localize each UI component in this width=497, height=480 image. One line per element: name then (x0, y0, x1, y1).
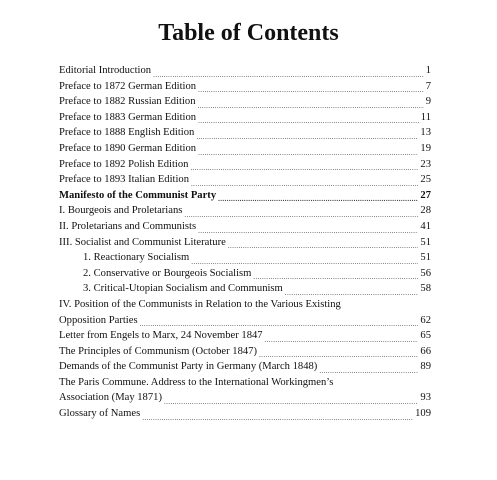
toc-entry-title-line2: Association (May 1871) (59, 392, 162, 404)
toc-entry-title-line2: Opposition Parties (59, 314, 138, 326)
dot-leader (198, 82, 424, 94)
toc-entry-preface-1883[interactable] (59, 110, 431, 126)
dot-leader (191, 254, 418, 266)
toc-page-number: 66 (420, 345, 431, 357)
toc-page-number: 41 (420, 220, 431, 232)
dot-leader (164, 394, 418, 406)
toc-entry-title: Preface to 1872 German Edition (59, 80, 197, 92)
dot-leader (191, 176, 418, 188)
toc-entry-title: Preface to 1888 English Edition (59, 127, 195, 139)
toc-page-number: 93 (420, 392, 431, 404)
toc-entry-title-line1: The Paris Commune. Address to the International Workingmen’s (59, 376, 334, 388)
dot-leader (153, 67, 424, 79)
toc-entry-socialist-literature[interactable] (59, 235, 431, 251)
toc-entry-critical-utopian-socialism[interactable] (59, 281, 431, 297)
toc-page-number: 7 (425, 80, 431, 92)
dot-leader (198, 145, 418, 157)
toc-entry-letter-engels-marx[interactable] (59, 328, 431, 344)
toc-entry-title: 2. Conservative or Bourgeois Socialism (83, 267, 252, 279)
toc-entry-principles-of-communism[interactable] (59, 344, 431, 360)
toc-page-number: 65 (420, 330, 431, 342)
toc-page-number: 28 (420, 205, 431, 217)
toc-entry-last-line (59, 313, 431, 329)
toc-entry-demands-communist-party[interactable] (59, 359, 431, 375)
toc-entry-position-of-communists[interactable] (59, 297, 431, 328)
toc-entry-preface-1888[interactable] (59, 125, 431, 141)
toc-entry-title: III. Socialist and Communist Literature (59, 236, 226, 248)
toc-page-number: 27 (420, 189, 431, 201)
table-of-contents (59, 63, 431, 422)
dot-leader (285, 285, 419, 297)
toc-entry-title: The Principles of Communism (October 1847) (59, 345, 258, 357)
toc-entry-bourgeois-proletarians[interactable] (59, 203, 431, 219)
toc-entry-title-line1: IV. Position of the Communists in Relation to the Various Existing (59, 298, 341, 310)
toc-entry-preface-1893[interactable] (59, 172, 431, 188)
dot-leader (218, 191, 418, 203)
page-title: Table of Contents (158, 20, 339, 46)
toc-page-number: 58 (420, 283, 431, 295)
toc-entry-paris-commune[interactable] (59, 375, 431, 406)
toc-page-number: 109 (415, 408, 431, 420)
toc-page-number: 51 (420, 252, 431, 264)
toc-entry-title: II. Proletarians and Communists (59, 220, 197, 232)
toc-entry-last-line (59, 390, 431, 406)
dot-leader (265, 332, 419, 344)
toc-entry-editorial-introduction[interactable] (59, 63, 431, 79)
toc-entry-title: Preface to 1893 Italian Edition (59, 174, 190, 186)
toc-entry-conservative-socialism[interactable] (59, 266, 431, 282)
dot-leader (198, 223, 418, 235)
dot-leader (259, 347, 418, 359)
toc-page-number: 62 (420, 314, 431, 326)
toc-entry-title: Preface to 1883 German Edition (59, 111, 197, 123)
toc-entry-title: 3. Critical-Utopian Socialism and Communism (83, 283, 283, 295)
dot-leader (198, 98, 424, 110)
toc-entry-preface-1872[interactable] (59, 79, 431, 95)
toc-page-number: 51 (420, 236, 431, 248)
toc-entry-preface-1890[interactable] (59, 141, 431, 157)
toc-page-number: 56 (420, 267, 431, 279)
toc-page-number: 89 (420, 361, 431, 373)
dot-leader (253, 269, 418, 281)
toc-entry-manifesto[interactable] (59, 188, 431, 204)
toc-entry-title: Glossary of Names (59, 408, 141, 420)
toc-entry-glossary-of-names[interactable] (59, 406, 431, 422)
toc-entry-title: Demands of the Communist Party in Germany (March 1848) (59, 361, 318, 373)
toc-entry-reactionary-socialism[interactable] (59, 250, 431, 266)
toc-entry-title: 1. Reactionary Socialism (83, 252, 190, 264)
toc-entry-preface-1892[interactable] (59, 157, 431, 173)
dot-leader (142, 410, 413, 422)
toc-entry-preface-1882[interactable] (59, 94, 431, 110)
toc-entry-proletarians-communists[interactable] (59, 219, 431, 235)
toc-page-number: 25 (420, 174, 431, 186)
dot-leader (228, 238, 419, 250)
toc-entry-title: Preface to 1890 German Edition (59, 142, 197, 154)
toc-page-number: 9 (425, 96, 431, 108)
toc-page-number: 1 (425, 65, 431, 76)
toc-page-number: 11 (420, 111, 431, 123)
toc-page-number: 23 (420, 158, 431, 170)
dot-leader (184, 207, 418, 219)
toc-entry-title: Preface to 1892 Polish Edition (59, 158, 189, 170)
toc-entry-title: I. Bourgeois and Proletarians (59, 205, 183, 217)
toc-entry-title: Manifesto of the Communist Party (59, 189, 217, 201)
dot-leader (140, 316, 419, 328)
dot-leader (196, 129, 418, 141)
toc-page-number: 13 (420, 127, 431, 139)
dot-leader (198, 113, 419, 125)
toc-page-number: 19 (420, 142, 431, 154)
toc-entry-title: Letter from Engels to Marx, 24 November 1847 (59, 330, 263, 342)
dot-leader (190, 160, 418, 172)
toc-entry-title: Preface to 1882 Russian Edition (59, 96, 196, 108)
toc-entry-title: Editorial Introduction (59, 65, 152, 76)
dot-leader (319, 363, 418, 375)
